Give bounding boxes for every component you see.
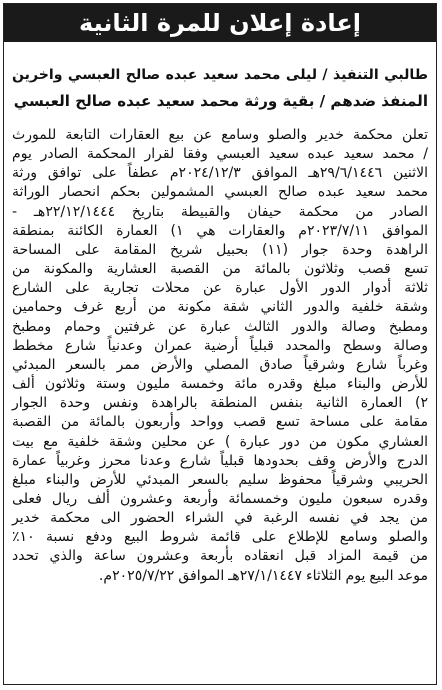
body-line: الراهدة وحدة جوار (١١) بحبيل شريخ المقامة على المساحة bbox=[12, 241, 428, 258]
body-line: مقامة على مساحة تسع قصب وواحد وأربعون بالمائة من القصبة bbox=[12, 414, 428, 431]
body-line: وصالة وسطح والمحدد قبلياً أرضية عمران وعدنياً شارع مخطط bbox=[12, 337, 428, 354]
plaintiffs-line: طالبي التنفيذ / ليلى محمد سعيد عبده صالح العبسي واخرين bbox=[12, 67, 428, 83]
body-line: ثلاثة أدوار الدور الأول عبارة عن محلات تجارية على الشارع bbox=[12, 280, 428, 297]
defendants-line: المنفذ ضدهم / بقية ورثة محمد سعيد عبده صالح العبسي bbox=[13, 92, 428, 110]
body-line: وغرباً شارع وشرقياً صادق المصلي والأرض ممر بالسعر المبدئي bbox=[12, 356, 428, 373]
body-line: وقدره سبعون مليون وخمسمائة وأربعة وعشرون ألف ريال فعلى bbox=[12, 490, 428, 507]
body-line: موعد البيع يوم الثلاثاء ٢٧/١/١٤٤٧هـ الموافق ٢٠٢٥/٧/٢٢م. bbox=[98, 567, 428, 584]
announcement-title: إعادة إعلان للمرة الثانية bbox=[4, 4, 436, 42]
body-line: من قيمة المزاد قبل انعقاده بأربعة وعشرون ساعة والذي تحدد bbox=[12, 548, 428, 565]
body-line: الموافق ٢٠٢٣/٧/١١م والعقارات هي ١) العمارة الكائنة بمنطقة bbox=[12, 222, 428, 239]
body-line: الصادر من محكمة حيفان والقبيطة بتاريخ ٢٢/١٢/١٤٤٤هـ - bbox=[12, 203, 428, 220]
body-line: محمد سعيد عبده صالح العبسي المشمولين بحكم انحصار الوراثة bbox=[12, 184, 428, 201]
body-line: ٢) العمارة الثانية بنفس المنطقة بالراهدة ونفس وحدة الجوار bbox=[12, 395, 428, 412]
body-line: للأرض والبناء مبلغ وقدره مائة وخمسة مليون وستة وثلاثون ألف bbox=[12, 376, 428, 393]
body-line: والصلو وسامع للإطلاع على قائمة شروط البيع ودفع نسبة ١٠٪ bbox=[12, 529, 428, 546]
body-line: الحريبي وشرقياً محفوظ سليم بالسعر المبدئي للأرض والبناء مبلغ bbox=[12, 471, 428, 488]
body-line: تعلن محكمة خدير والصلو وسامع عن بيع العقارات التابعة للمورث bbox=[12, 127, 428, 143]
body-line: ومطبخ وصالة والدور الثالث عبارة عن غرفتين وحمام ومطبخ bbox=[12, 318, 428, 335]
announcement-frame bbox=[3, 3, 437, 685]
body-line: وشقة خلفية والدور الثاني شقة مكونة من أربع غرف وحمامين bbox=[12, 299, 428, 316]
body-line: تسع قصب وثلاثون بالمائة من القصبة العشارية والمكونة من bbox=[12, 261, 428, 278]
parties-block bbox=[12, 62, 428, 114]
body-line: / محمد سعيد عبده سعيد العبسي وفقا لقرار المحكمة الصادر يوم bbox=[12, 146, 428, 163]
body-line: العشاري مكون من دور عبارة ) عن محلين وشقة خلفية مع بيت bbox=[12, 433, 428, 450]
body-line: الدرج والأرض وقف بحدودها قبلياً شارع وعدنا محرز وغربياً عمارة bbox=[12, 452, 428, 469]
announcement-body bbox=[12, 126, 428, 586]
body-line: من يجد في نفسه الرغبة في الشراء الحضور الى محكمة خدير bbox=[12, 510, 428, 527]
body-line: الاثنين ٢٩/٦/١٤٤٦هـ الموافق ٢٠٢٤/١٢/٣م عطفاً على توافق ورثة bbox=[12, 165, 428, 182]
